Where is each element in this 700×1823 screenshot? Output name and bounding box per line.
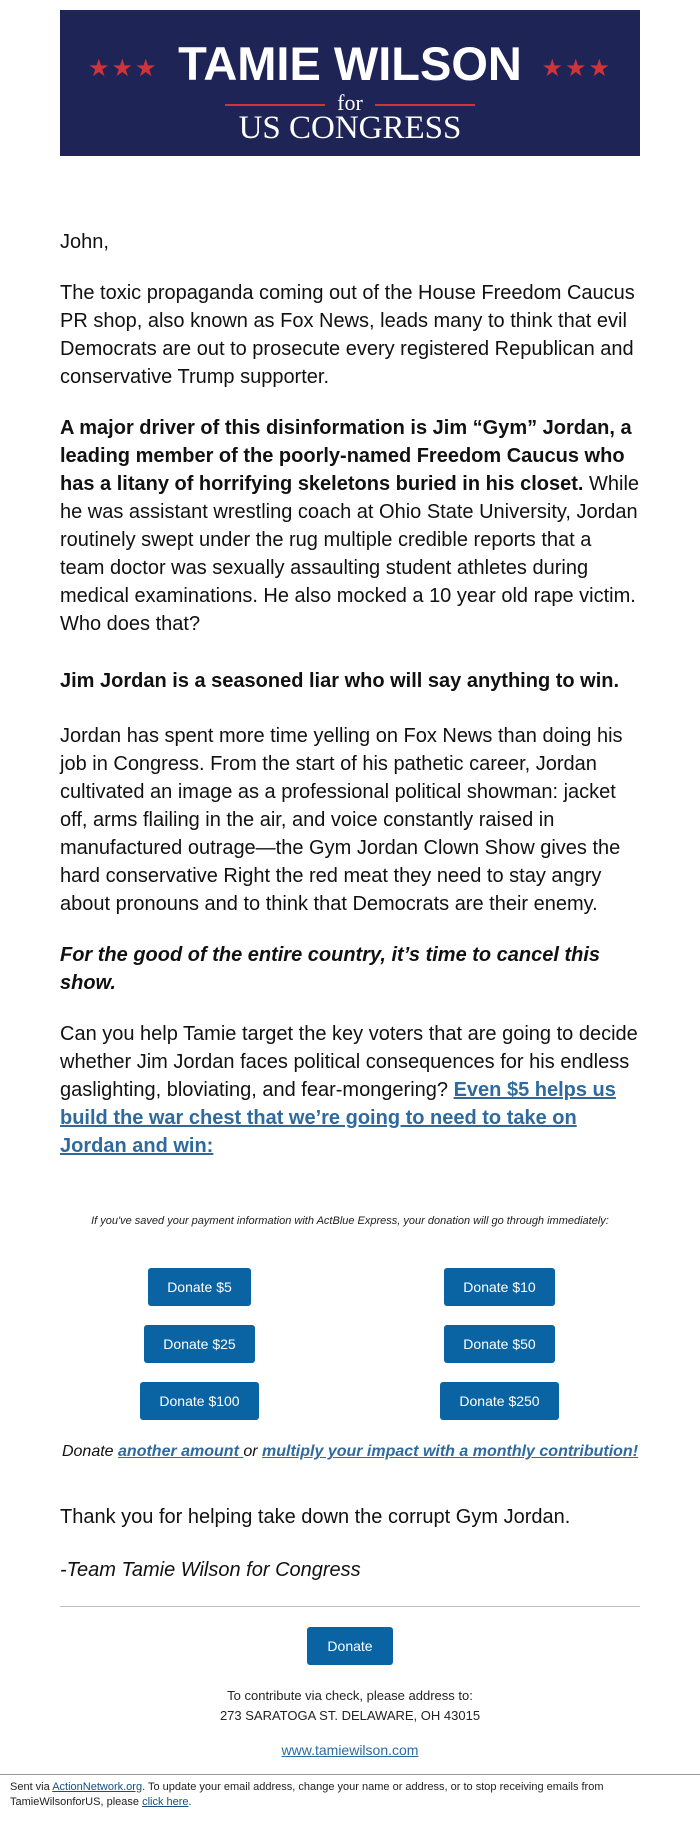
paragraph-4-text: Jordan has spent more time yelling on Fox News than doing his job in Congress. From the start of his pathetic career, Jordan cultivated an image as a professional political showman: jacket off, arms flailing in the air, and voice constantly raised in manufactured outrage—the Gym Jordan Clown Show gives the hard conservative Right the red meat they need to stay angry about pronouns and to think that Democrats are their enemy. [60,725,623,915]
signoff-text: -Team Tamie Wilson for Congress [60,1559,361,1581]
alt-prefix: Donate [61,1443,119,1460]
alternate-donation-line [60,1440,640,1463]
paragraph-2 [60,414,640,638]
greeting [60,228,640,256]
paragraph-6 [60,1020,640,1160]
paragraph-1-text: The toxic propaganda coming out of the House Freedom Caucus PR shop, also known as Fox News, leads many to think that evil Democrats are out to prosecute every registered Republican and conservative Trump supporter. [60,282,635,388]
donate-10-button[interactable]: Donate $10 [444,1268,555,1306]
actionnetwork-link[interactable]: ActionNetwork.org [52,1781,143,1793]
paragraph-2-bold: A major driver of this disinformation is Jim “Gym” Jordan, a leading member of the poorly-named Freedom Caucus who has a litany of horrifying skeletons buried in his closet. [60,417,632,495]
banner-for: for [337,90,363,115]
donate-50-button[interactable]: Donate $50 [444,1325,555,1363]
paragraph-5-text: For the good of the entire country, it’s time to cancel this show. [60,944,601,994]
paragraph-5 [60,941,640,997]
another-amount-link[interactable]: another amount [118,1443,244,1460]
paragraph-4 [60,722,640,918]
website-line [60,1742,640,1758]
check-instruction: To contribute via check, please address to: [227,1688,473,1703]
banner-office: US CONGRESS [238,110,462,146]
footer-divider [0,1774,700,1775]
donate-250-button[interactable]: Donate $250 [440,1382,559,1420]
donate-appeal-link[interactable]: Even $5 helps us build the war chest that we’re going to need to take on Jordan and win: [60,1079,616,1157]
donate-25-button[interactable]: Donate $25 [144,1325,255,1363]
candidate-name: TAMIE WILSON [178,37,522,90]
campaign-banner [60,10,640,156]
check-address [60,1686,640,1726]
click-here-link[interactable]: click here [142,1796,189,1808]
thank-you-text: Thank you for helping take down the corrupt Gym Jordan. [60,1506,571,1528]
paragraph-3-text: Jim Jordan is a seasoned liar who will say anything to win. [60,670,620,692]
actblue-express-note: If you've saved your payment information with ActBlue Express, your donation will go through immediately: [91,1215,609,1227]
footer-sent-via: Sent via [10,1781,53,1793]
website-link[interactable]: www.tamiewilson.com [281,1742,419,1758]
footer [10,1780,690,1810]
stars-right-icon: ★★★ [541,55,612,82]
paragraph-6-text: Can you help Tamie target the key voters that are going to decide whether Jim Jordan faces political consequences for his endless gaslighting, bloviating, and fear-mongering? [60,1023,638,1101]
donate-100-button[interactable]: Donate $100 [140,1382,259,1420]
paragraph-1 [60,279,640,391]
monthly-contribution-link[interactable]: multiply your impact with a monthly contribution! [262,1443,639,1460]
donate-main-button[interactable]: Donate [307,1627,393,1665]
footer-end: . [188,1796,192,1808]
alt-mid: or [243,1443,263,1460]
donate-5-button[interactable]: Donate $5 [148,1268,251,1306]
footer-unsubscribe-text: . To update your email address, change your name or address, or to stop receiving emails from TamieWilsonforUS, please [10,1781,604,1808]
paragraph-2-rest: While he was assistant wrestling coach at Ohio State University, Jordan routinely swept under the rug multiple credible reports that a team doctor was sexually assaulting student athletes during medical examinations. He also mocked a 10 year old rape victim. Who does that? [60,473,640,635]
mailing-address: 273 SARATOGA ST. DELAWARE, OH 43015 [219,1708,481,1723]
paragraph-3 [60,667,640,695]
greeting-text: John, [60,231,109,253]
stars-left-icon: ★★★ [88,55,159,82]
divider [60,1606,640,1607]
